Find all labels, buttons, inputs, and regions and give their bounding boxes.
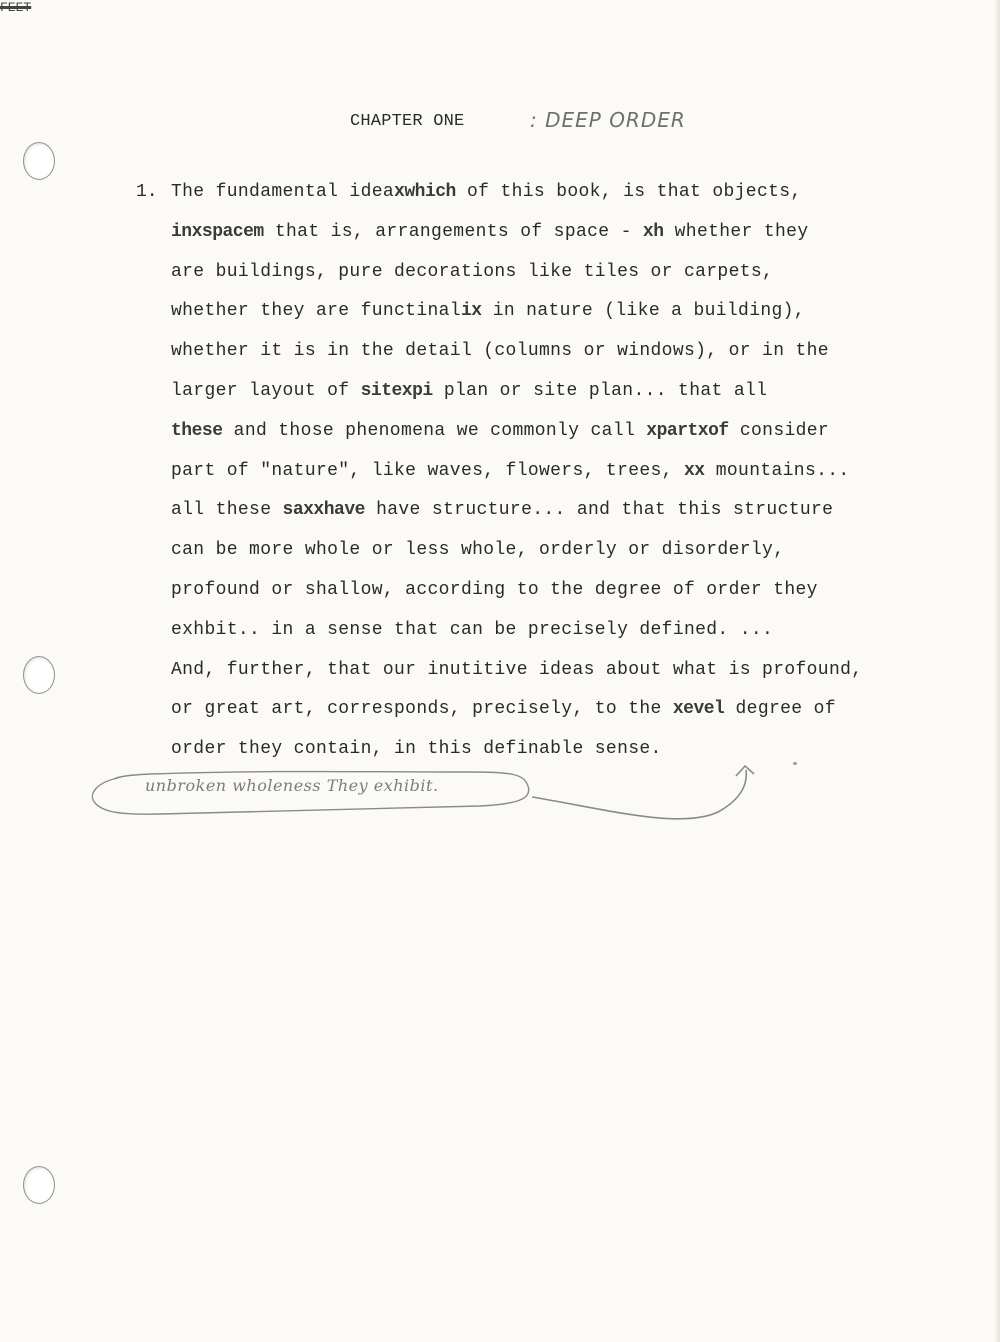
typed-text: are buildings, pure decorations like tiles or carpets, <box>171 261 774 282</box>
typed-line <box>171 699 836 719</box>
struck-out-text: these <box>171 420 223 441</box>
heading-struck-word: FEET <box>0 0 32 15</box>
typed-text: larger layout of <box>171 381 361 401</box>
struck-out-text: sitexpi <box>360 381 433 401</box>
typed-text: all these <box>171 500 283 521</box>
struck-out-text: xpartxof <box>646 420 729 441</box>
typed-line <box>171 222 808 242</box>
typed-text: The fundamental idea <box>171 182 395 202</box>
handwritten-margin-note: unbroken wholeness They exhibit. <box>145 776 439 795</box>
typed-text: or great art, corresponds, precisely, to the <box>171 699 673 720</box>
typed-line <box>171 301 805 321</box>
typed-line <box>171 540 784 560</box>
item-number: 1. <box>136 182 158 202</box>
typed-text: consider <box>728 420 830 441</box>
typed-text: and those phenomena we commonly call <box>222 420 647 441</box>
typed-line <box>171 580 818 600</box>
typed-line <box>171 620 773 640</box>
insertion-arrow-line <box>532 770 746 819</box>
struck-out-text: ix <box>460 301 482 322</box>
typed-text: part of "nature", like waves, flowers, trees, <box>171 460 684 481</box>
typed-line <box>171 341 829 361</box>
typed-text: of this book, is that objects, <box>455 182 802 202</box>
typed-text: exhbit.. in a sense that can be precisely defined. ... <box>171 619 774 640</box>
typed-line <box>171 262 773 282</box>
binder-hole-middle <box>23 656 55 694</box>
struck-out-text: xh <box>642 221 664 242</box>
typed-text: whether they <box>663 221 809 242</box>
typed-text: have structure... and that this structure <box>364 500 834 521</box>
binder-hole-top <box>23 142 55 180</box>
typed-line <box>171 421 829 441</box>
typed-text: whether it is in the detail (columns or windows), or in the <box>171 341 829 362</box>
paper-speck <box>793 762 797 765</box>
typed-text: that is, arrangements of space - <box>263 221 643 242</box>
handwritten-chapter-title: : DEEP ORDER <box>530 108 686 132</box>
struck-out-text: saxxhave <box>282 500 365 521</box>
struck-out-text: xevel <box>672 699 725 720</box>
typed-line <box>171 182 802 202</box>
typed-text: profound or shallow, according to the degree of order they <box>171 580 818 600</box>
typed-line <box>171 739 662 759</box>
typed-text: whether they are functinal <box>171 301 461 322</box>
typed-text: mountains... <box>704 460 850 481</box>
insertion-arrow-head <box>736 766 754 776</box>
typed-line <box>171 381 767 401</box>
typed-text: in nature (like a building), <box>481 301 805 322</box>
binder-hole-bottom <box>23 1166 55 1204</box>
struck-out-text: xx <box>683 460 705 481</box>
typed-text: plan or site plan... that all <box>432 381 768 401</box>
paper-edge-shadow <box>994 0 1000 1342</box>
typed-text: can be more whole or less whole, orderly or disorderly, <box>171 540 785 561</box>
typed-text: order they contain, in this definable sense. <box>171 739 662 760</box>
typed-text: degree of <box>724 699 836 720</box>
struck-out-text: inxspacem <box>171 221 264 242</box>
typed-line <box>171 500 833 520</box>
struck-out-text: xwhich <box>394 182 456 202</box>
typed-line <box>171 660 862 680</box>
chapter-heading: CHAPTER ONE <box>350 112 465 131</box>
typed-line <box>171 461 850 481</box>
typed-text: And, further, that our inutitive ideas about what is profound, <box>171 659 863 680</box>
